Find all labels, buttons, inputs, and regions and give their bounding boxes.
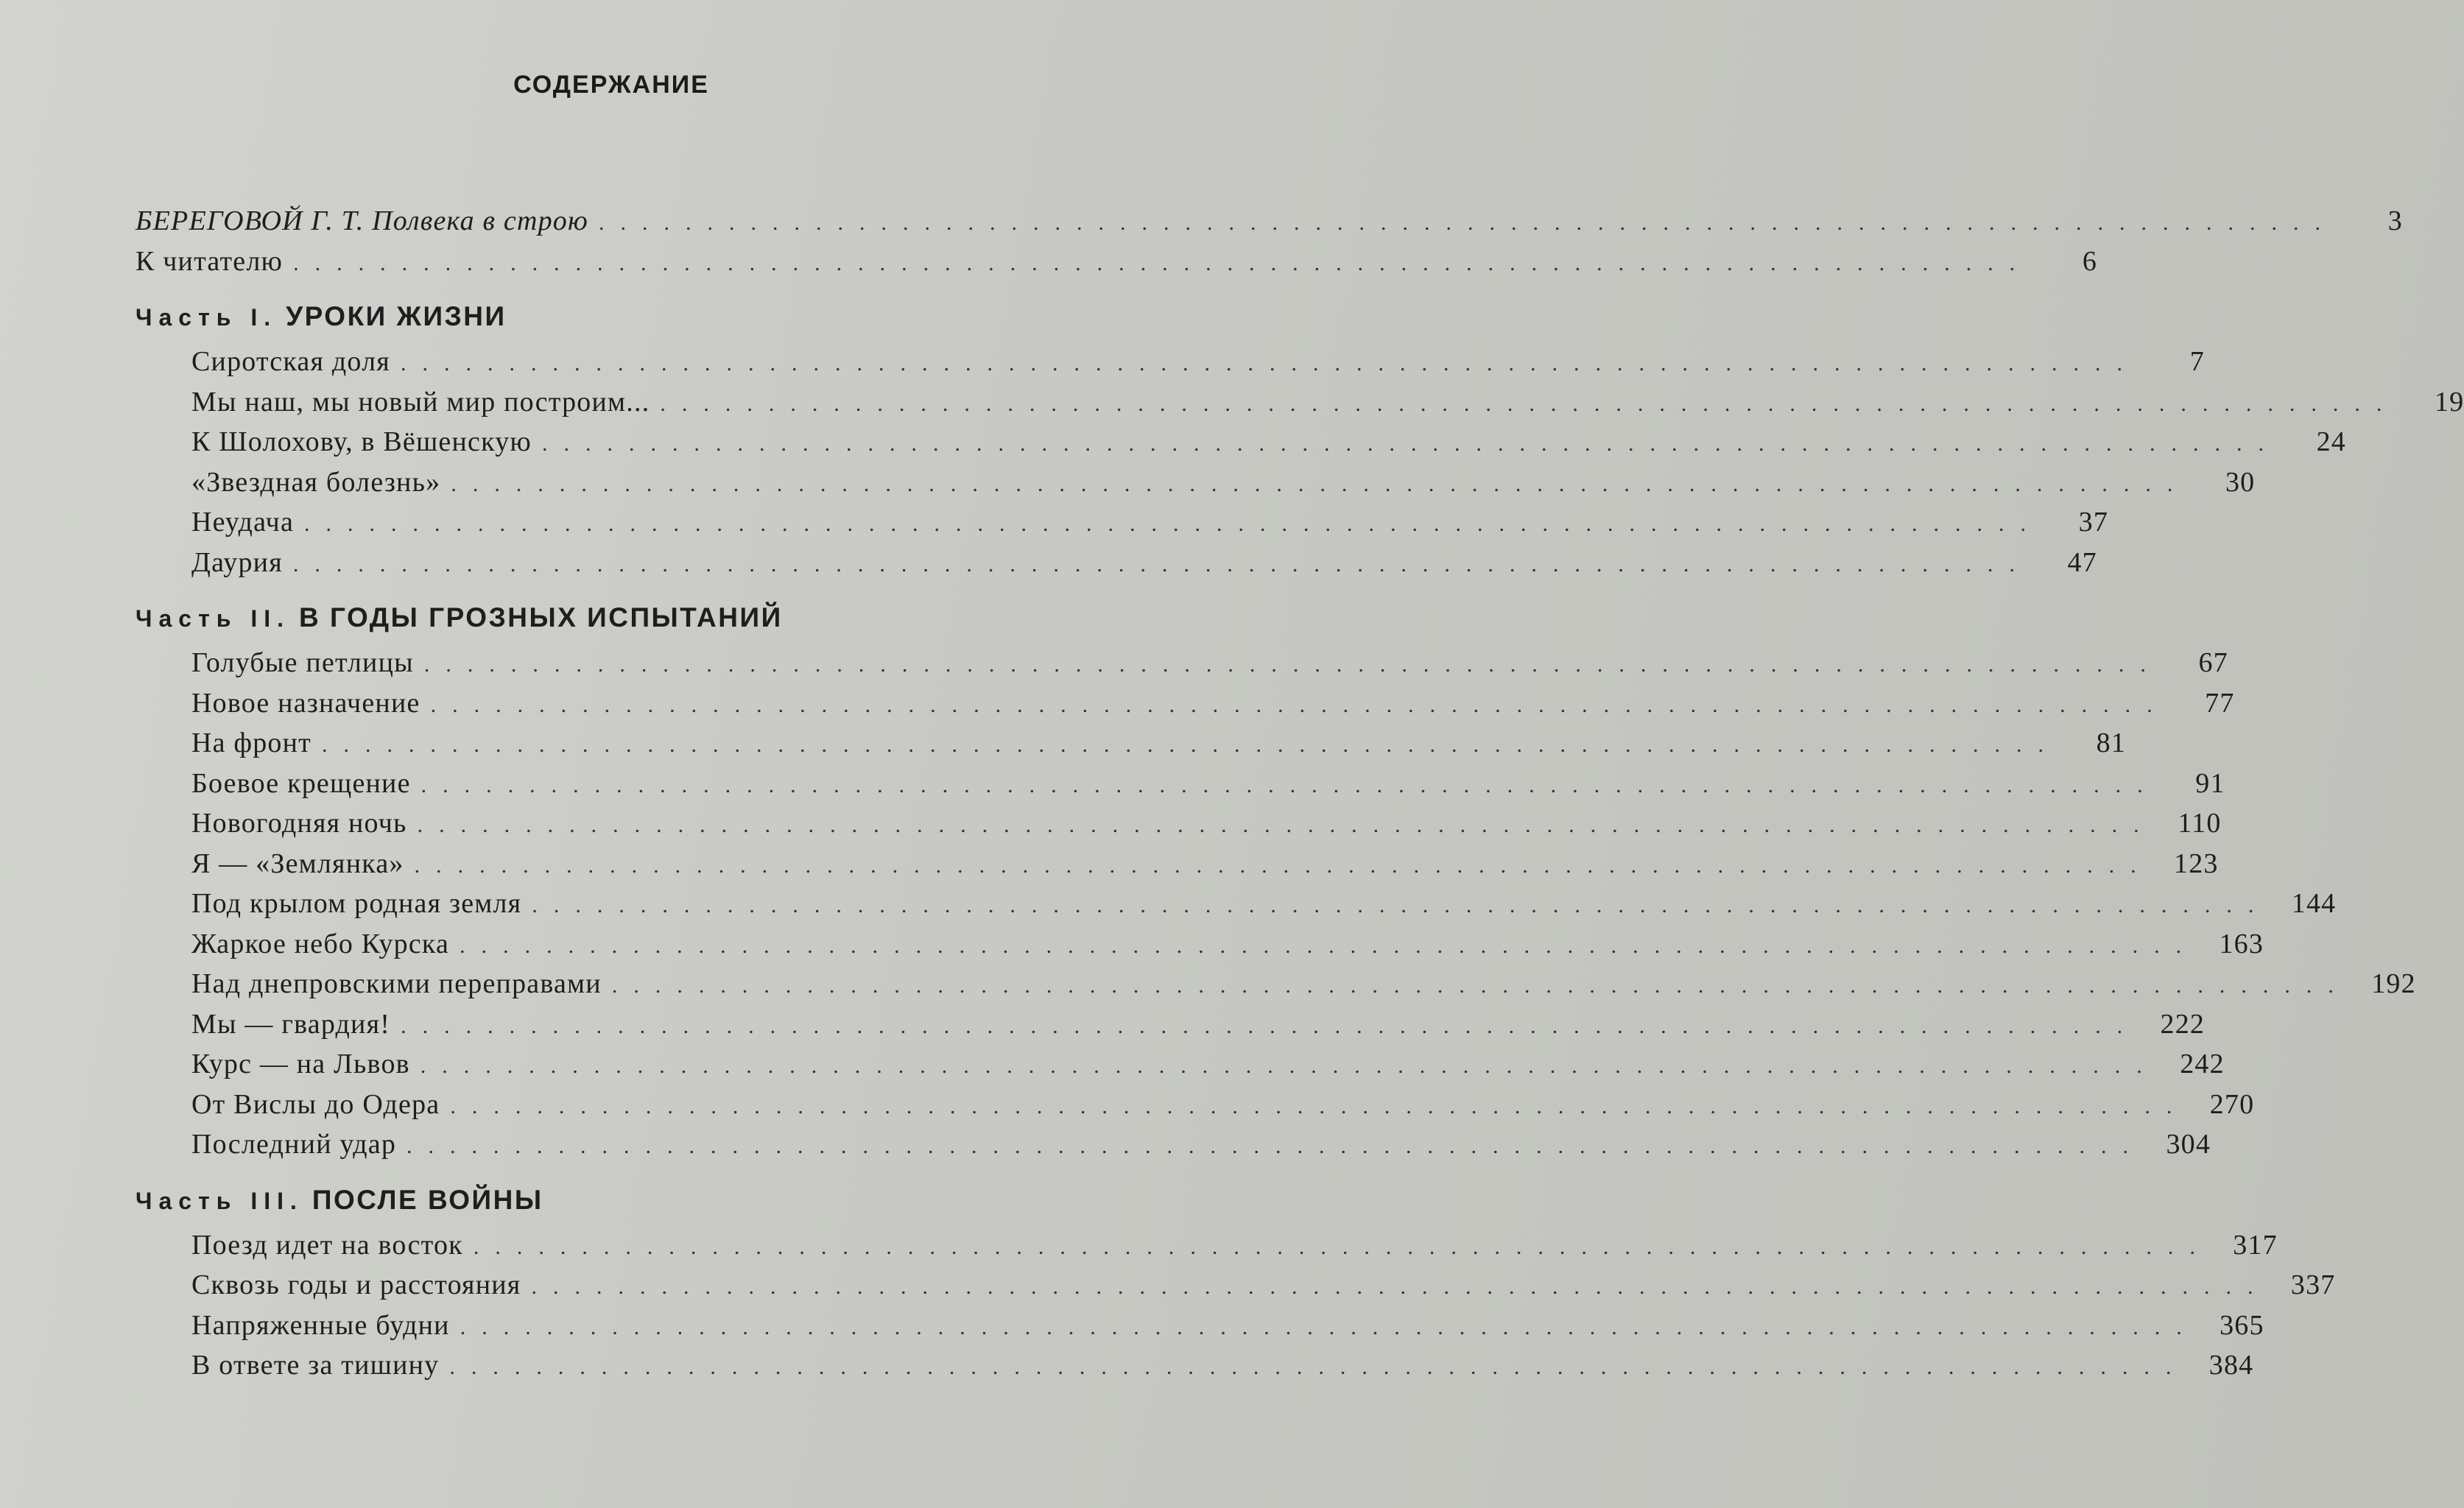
toc-entry: [135, 345, 2205, 386]
toc-entry-label: Неудача: [191, 507, 295, 538]
toc-entry: [135, 727, 2126, 767]
toc-entry-page: 270: [2209, 1088, 2255, 1120]
part-title: В ГОДЫ ГРОЗНЫХ ИСПЫТАНИЙ: [298, 602, 783, 633]
toc-parts: [135, 301, 2464, 1389]
dot-leader: ................................................................................: [531, 1275, 2270, 1299]
toc-entry: [135, 245, 2098, 286]
toc-entry-page: 47: [2067, 546, 2097, 578]
toc-entry-page: 37: [2078, 507, 2109, 538]
dot-leader: ................................................................................: [660, 391, 2398, 416]
toc-entry: [135, 426, 2346, 466]
toc-entry-label: Даурия: [191, 546, 283, 578]
toc-entry-page: 81: [2096, 727, 2126, 758]
part-prefix: Часть I.: [135, 304, 278, 331]
dot-leader: ................................................................................: [449, 1355, 2188, 1379]
toc-entry: [135, 968, 2416, 1008]
toc-entry: [135, 1088, 2255, 1129]
toc-entry-page: 242: [2180, 1049, 2225, 1079]
dot-leader: ................................................................................: [420, 772, 2159, 797]
toc-entry-label: Голубые петлицы: [191, 647, 414, 678]
part-prefix: Часть III.: [135, 1187, 303, 1214]
toc-entry: [135, 506, 2109, 546]
toc-entry: [135, 1008, 2206, 1049]
dot-leader: ................................................................................: [460, 933, 2198, 958]
toc-entry-label: Поезд идет на восток: [191, 1229, 463, 1261]
toc-entry-label: Последний удар: [191, 1129, 397, 1160]
toc-entry-page: 317: [2233, 1229, 2278, 1261]
toc-entry-label: От Вислы до Одера: [191, 1088, 440, 1120]
dot-leader: ................................................................................: [304, 512, 2043, 536]
dot-leader: ................................................................................: [406, 1134, 2145, 1158]
toc-entry-page: 192: [2371, 968, 2416, 999]
toc-entry-label: Сиротская доля: [191, 346, 390, 377]
toc-entry-page: 384: [2208, 1350, 2254, 1381]
dot-leader: ................................................................................: [423, 652, 2162, 677]
toc-entry: [135, 1048, 2225, 1088]
dot-leader: ................................................................................: [401, 1013, 2139, 1038]
dot-leader: ................................................................................: [451, 471, 2189, 496]
dot-leader: ................................................................................: [473, 1234, 2211, 1259]
toc-entry-page: 67: [2198, 647, 2228, 678]
toc-entry-page: 77: [2205, 687, 2235, 719]
dot-leader: ................................................................................: [420, 1054, 2158, 1078]
dot-leader: ................................................................................: [321, 733, 2060, 757]
toc-entry-label: Новое назначение: [191, 687, 420, 719]
toc-entry-page: 110: [2178, 808, 2222, 839]
part-prefix: Часть II.: [135, 605, 290, 632]
toc-entry-label: В ответе за тишину: [191, 1350, 440, 1381]
dot-leader: ................................................................................: [417, 813, 2155, 837]
dot-leader: ................................................................................: [292, 552, 2031, 577]
toc-entry-label: Мы наш, мы новый мир построим...: [191, 386, 650, 417]
toc-entry-page: 7: [2189, 346, 2205, 377]
toc-entry-label: Боевое крещение: [191, 767, 411, 799]
toc-entry-page: 91: [2195, 767, 2225, 799]
page-title: СОДЕРЖАНИЕ: [513, 71, 709, 99]
toc-entry: [135, 767, 2225, 808]
toc-entry: [135, 1128, 2211, 1169]
toc-entry-label: Над днепровскими переправами: [191, 968, 602, 999]
toc-entry: [135, 928, 2264, 968]
toc-entry: [135, 646, 2228, 687]
toc-entry-page: 304: [2166, 1129, 2211, 1160]
toc-entry: [135, 386, 2464, 426]
toc-entry-page: 144: [2291, 888, 2337, 919]
part-heading: [135, 1185, 1085, 1229]
dot-leader: ................................................................................: [450, 1093, 2189, 1118]
toc-entry: [135, 1349, 2254, 1389]
toc-entry-page: 365: [2220, 1309, 2264, 1341]
toc-entry-label: Сквозь годы и расстояния: [191, 1269, 521, 1300]
part-heading: [135, 301, 1085, 345]
dot-leader: ................................................................................: [541, 431, 2280, 456]
dot-leader: ................................................................................: [598, 211, 2337, 235]
toc-entry-page: 337: [2290, 1269, 2336, 1300]
toc-entry-page: 6: [2082, 245, 2098, 277]
dot-leader: ................................................................................: [532, 893, 2270, 917]
toc-entry-label: К читателю: [135, 245, 284, 277]
toc-entry: [135, 887, 2337, 928]
part-title: УРОКИ ЖИЗНИ: [286, 301, 507, 331]
toc-entry: [135, 546, 2097, 587]
toc-entry-page: 19: [2434, 386, 2464, 417]
toc-entry-page: 123: [2174, 848, 2219, 879]
toc-entry-label: БЕРЕГОВОЙ Г. Т. Полвека в строю: [135, 205, 588, 236]
toc-entry-label: Новогодняя ночь: [191, 808, 407, 839]
dot-leader: ................................................................................: [293, 250, 2032, 275]
part-heading: [135, 602, 1085, 646]
toc-entry: [135, 1309, 2264, 1350]
dot-leader: ................................................................................: [460, 1314, 2198, 1339]
toc-entry-page: 24: [2316, 426, 2346, 457]
toc-entry: [135, 205, 2403, 245]
toc-entry: [135, 1229, 2278, 1269]
dot-leader: ................................................................................: [400, 351, 2139, 376]
dot-leader: ................................................................................: [414, 853, 2153, 878]
toc-entry: [135, 807, 2222, 848]
toc-entry-label: Я — «Землянка»: [191, 848, 404, 879]
toc-entry: [135, 1269, 2336, 1309]
toc-entry-label: Под крылом родная земля: [191, 888, 522, 919]
toc-entry-label: Жаркое небо Курска: [191, 928, 450, 959]
toc-entry-label: Напряженные будни: [191, 1309, 450, 1341]
dot-leader: ................................................................................: [430, 692, 2169, 717]
toc-entry: [135, 466, 2256, 507]
dot-leader: ................................................................................: [611, 973, 2350, 998]
toc-entry-page: 3: [2387, 205, 2403, 236]
toc-entry: [135, 687, 2235, 727]
toc-entry-label: На фронт: [191, 727, 311, 758]
toc-entry-label: Мы — гвардия!: [191, 1008, 391, 1040]
table-of-contents: [135, 205, 2464, 1389]
toc-entry: [135, 848, 2219, 888]
toc-entry-page: 222: [2160, 1008, 2206, 1040]
toc-entry-page: 30: [2225, 466, 2256, 498]
toc-entry-label: Курс — на Львов: [191, 1049, 410, 1079]
toc-entry-page: 163: [2219, 928, 2264, 959]
toc-entry-label: К Шолохову, в Вёшенскую: [191, 426, 532, 457]
toc-entry-label: «Звездная болезнь»: [191, 466, 441, 498]
part-title: ПОСЛЕ ВОЙНЫ: [311, 1184, 543, 1215]
